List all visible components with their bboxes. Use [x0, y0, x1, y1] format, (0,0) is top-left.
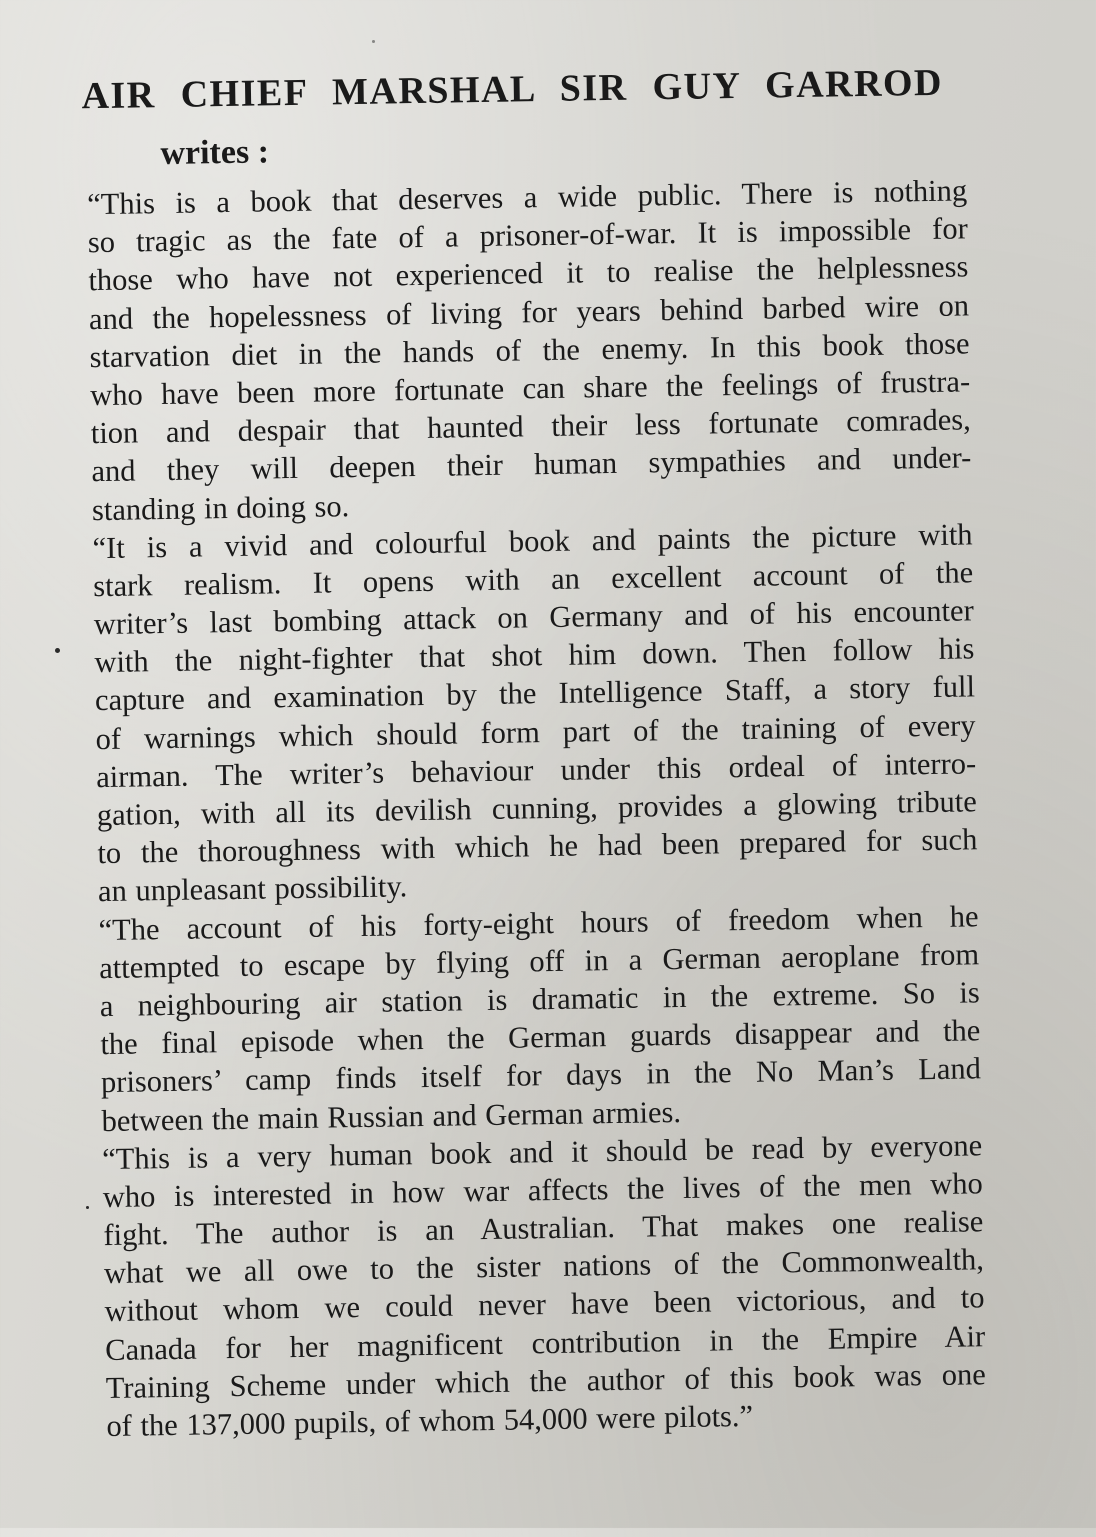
paragraph-line: who is interested in how war affects the lives of the men who: [102, 1166, 983, 1214]
paragraph-line: a neighbouring air station is dramatic in the extreme. So is: [99, 975, 980, 1024]
paragraph-line: those who have not experienced it to realise the helplessness: [88, 249, 969, 298]
paragraph-line: between the main Russian and German armies.: [101, 1094, 682, 1138]
paragraph-line: who have been more fortunate can share the feelings of frustra-: [89, 364, 971, 413]
paragraph-line: capture and examination by the Intelligence Staff, a story full: [94, 669, 976, 718]
paragraph-line: of warnings which should form part of the training of every: [95, 707, 976, 756]
paragraph-line: what we all owe to the sister nations of the Commonwealth,: [103, 1242, 985, 1291]
paragraph-line: airman. The writer’s behaviour under this ordeal of interro-: [95, 746, 977, 794]
paragraph-line: starvation diet in the hands of the enemy. In this book those: [89, 326, 970, 374]
paragraph-line: fight. The author is an Australian. That makes one realise: [103, 1204, 984, 1253]
paragraph-line: and they will deepen their human sympathies and under-: [91, 440, 972, 489]
paragraph-line: writer’s last bombing attack on Germany and of his encounter: [93, 593, 974, 642]
quote-paragraph: [98, 897, 981, 1140]
paragraph-line: gation, with all its devilish cunning, provides a glowing tribute: [96, 784, 977, 833]
paragraph-line: tion and despair that haunted their less fortunate comrades,: [90, 402, 971, 451]
paragraph-line: to the thoroughness with which he had been prepared for such: [97, 822, 978, 871]
paragraph-line: prisoners’ camp finds itself for days in the No Man’s Land: [100, 1051, 982, 1100]
quote-paragraph: [92, 515, 978, 911]
paragraph-line: with the night-fighter that shot him down. Then follow his: [94, 631, 975, 680]
paragraph-line: “This is a very human book and it should be read by everyone: [101, 1127, 983, 1176]
page-speck: [55, 648, 60, 653]
paragraph-line: “This is a book that deserves a wide public. There is nothing: [86, 173, 968, 222]
quote-paragraph: [87, 171, 972, 528]
quote-paragraph: [102, 1126, 987, 1445]
page-speck: [86, 1206, 89, 1209]
paragraph-line: without whom we could never have been victorious, and to: [104, 1280, 985, 1329]
paragraph-line: “It is a vivid and colourful book and paints the picture with: [92, 517, 973, 565]
paragraph-line: stark realism. It opens with an excellent account of the: [92, 555, 974, 604]
paragraph-line: the final episode when the German guards disappear and the: [100, 1013, 981, 1062]
paragraph-line: so tragic as the fate of a prisoner-of-war. It is impossible for: [87, 211, 968, 260]
paragraph-line: Training Scheme under which the author of this book was one: [105, 1357, 986, 1405]
paragraph-line: and the hopelessness of living for years behind barbed wire on: [88, 287, 970, 336]
quote-body: [87, 171, 987, 1445]
paragraph-line: an unpleasant possibility.: [97, 869, 408, 909]
paragraph-line: standing in doing so.: [91, 488, 350, 527]
writes-subheading: writes :: [160, 133, 270, 173]
paragraph-line: attempted to escape by flying off in a German aeroplane from: [98, 937, 980, 985]
paragraph-line: of the 137,000 pupils, of whom 54,000 were pilots.”: [106, 1398, 754, 1444]
paragraph-line: “The account of his forty-eight hours of freedom when he: [98, 898, 979, 947]
paragraph-line: Canada for her magnificent contribution in the Empire Air: [104, 1318, 986, 1367]
author-heading: AIR CHIEF MARSHAL SIR GUY GARROD: [81, 61, 944, 118]
page-speck: [372, 40, 375, 43]
